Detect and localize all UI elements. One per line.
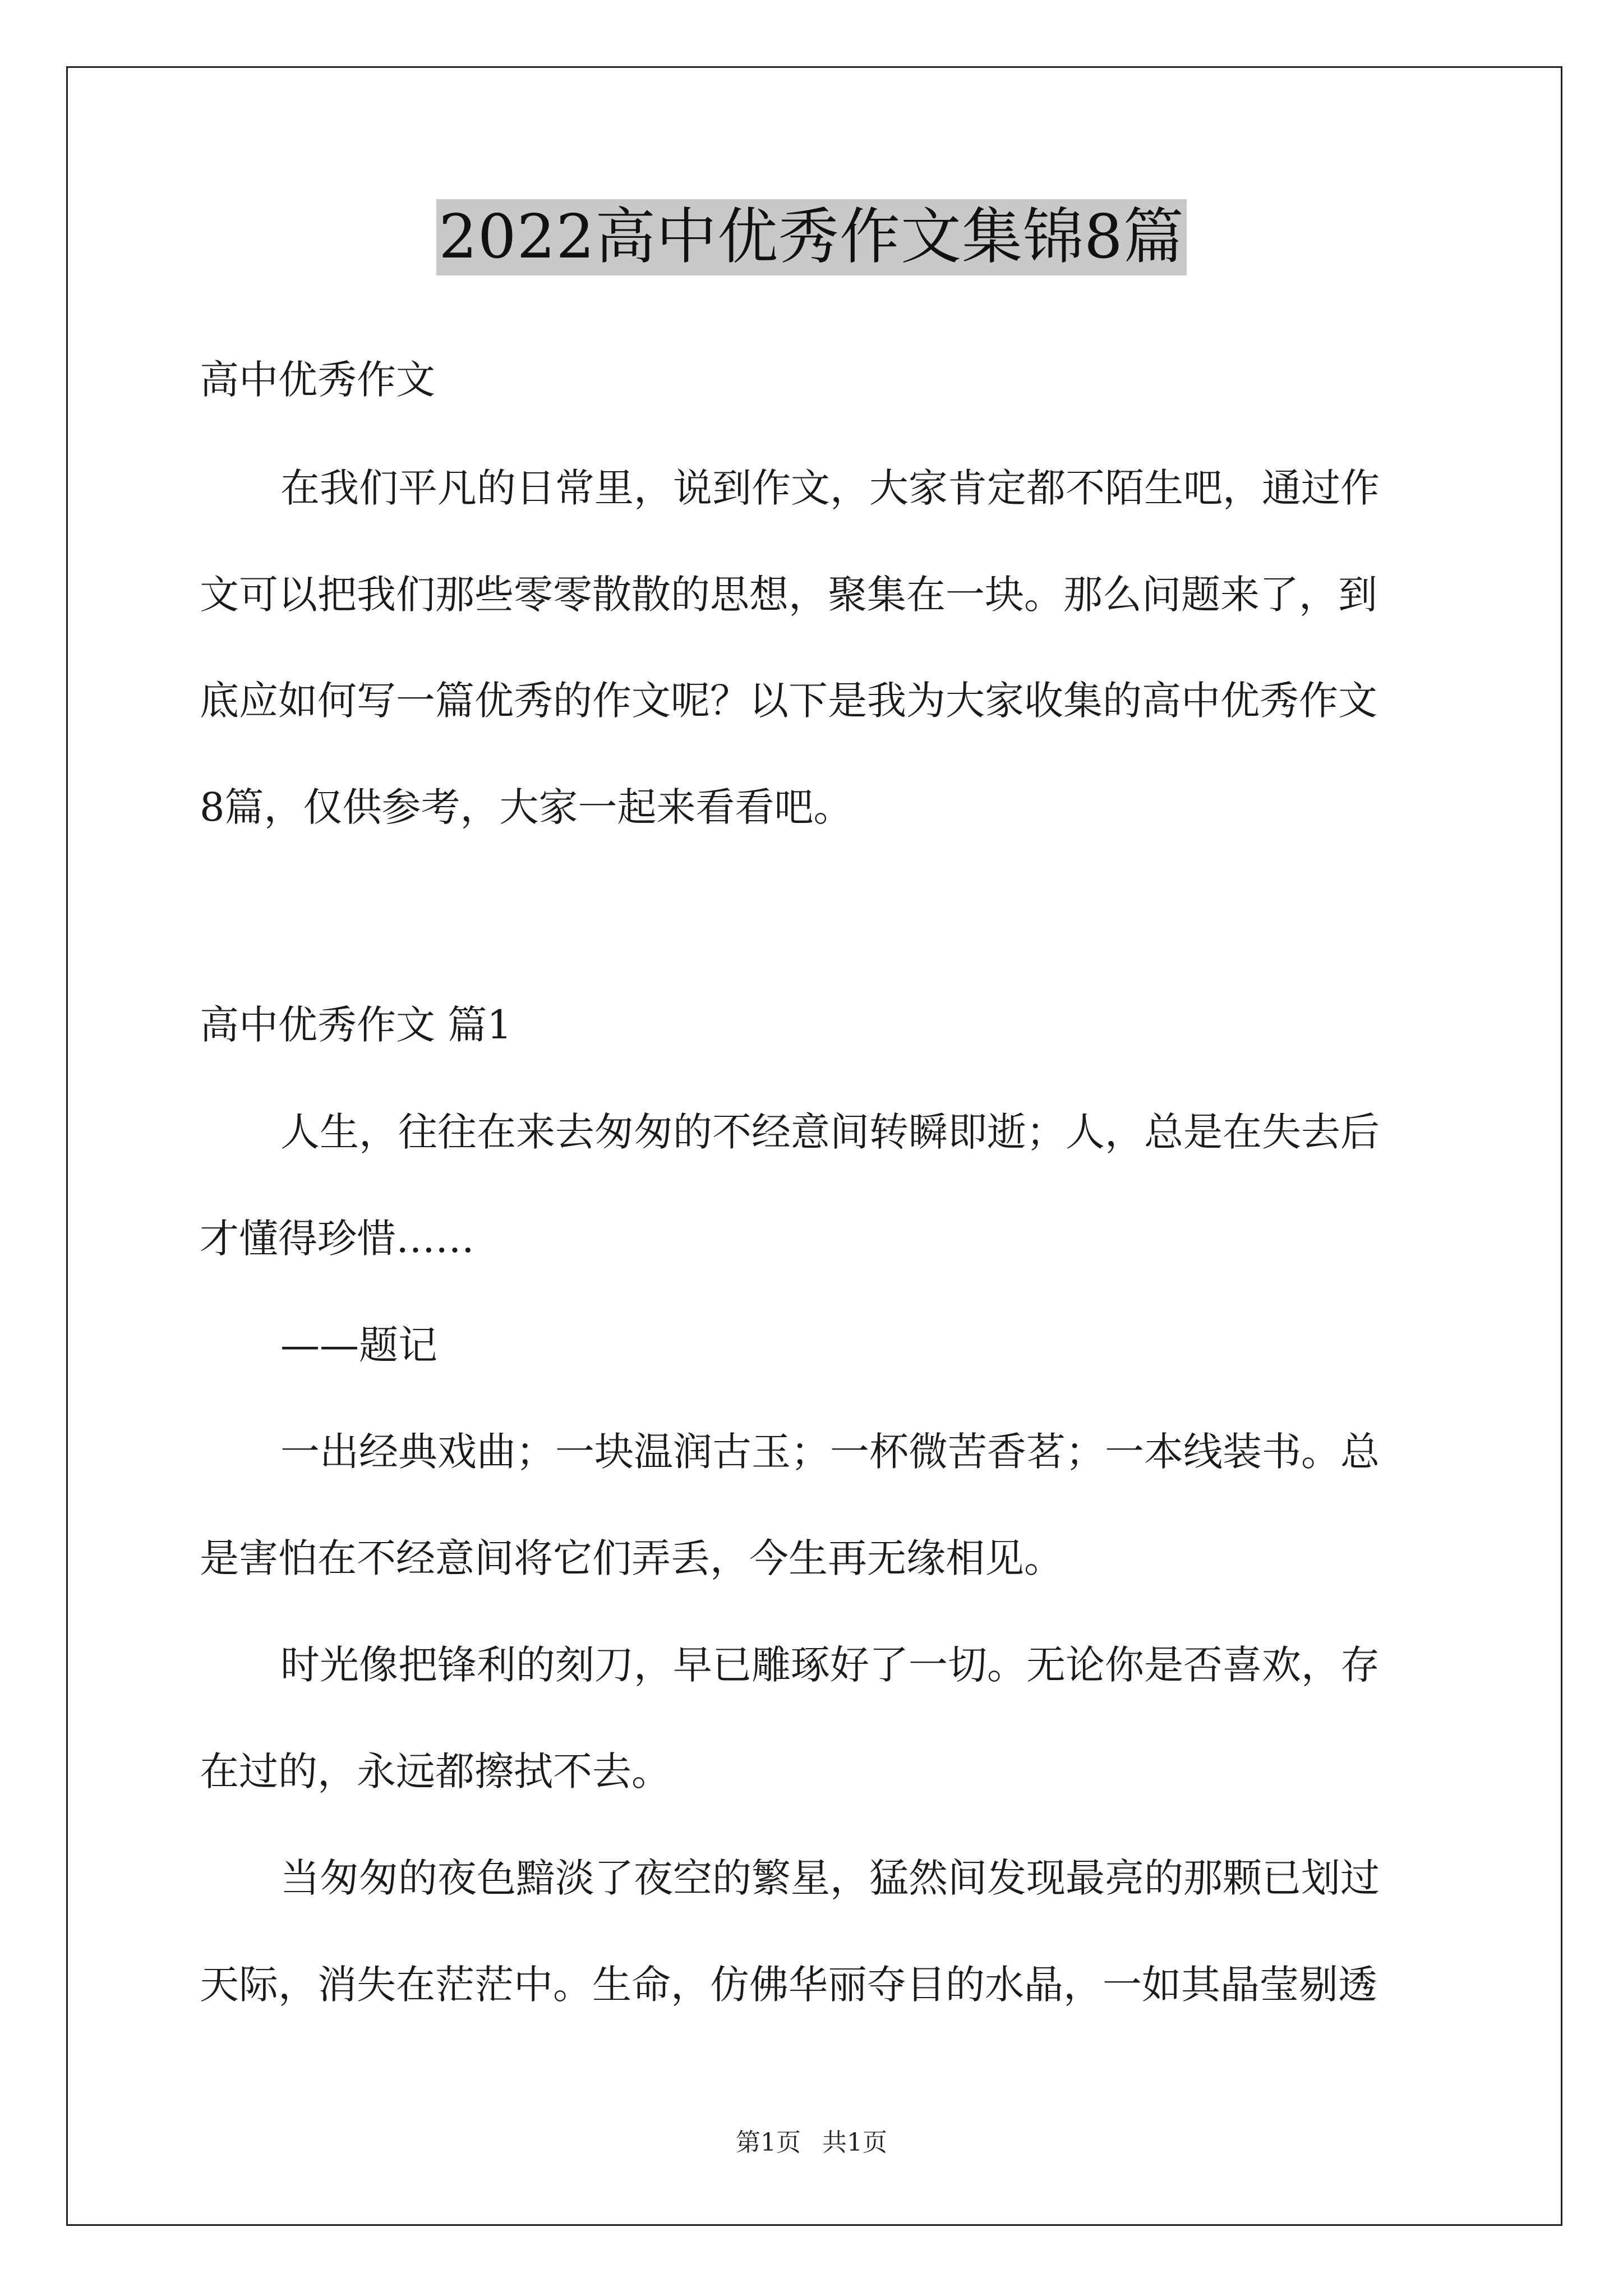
intro-heading: 高中优秀作文 xyxy=(200,357,435,403)
intro-paragraph-line: 8篇，仅供参考，大家一起来看看吧。 xyxy=(200,784,853,830)
intro-paragraph-line: 在我们平凡的日常里，说到作文，大家肯定都不陌生吧，通过作 xyxy=(280,465,1380,511)
title-container xyxy=(0,199,1623,275)
section-paragraph-line: 才懂得珍惜…… xyxy=(200,1216,474,1262)
page-number: 第1页 xyxy=(736,2128,801,2157)
section-paragraph-line: 一出经典戏曲；一块温润古玉；一杯微苦香茗；一本线装书。总 xyxy=(280,1429,1380,1475)
intro-paragraph-line: 文可以把我们那些零零散散的思想，聚集在一块。那么问题来了，到 xyxy=(200,572,1377,618)
section-paragraph-line: 时光像把锋利的刻刀，早已雕琢好了一切。无论你是否喜欢，存 xyxy=(280,1642,1380,1688)
section-paragraph-line: 是害怕在不经意间将它们弄丢，今生再无缘相见。 xyxy=(200,1535,1063,1581)
document-title: 2022高中优秀作文集锦8篇 xyxy=(436,199,1187,275)
section-paragraph-line: 在过的，永远都擦拭不去。 xyxy=(200,1749,671,1795)
page-total: 共1页 xyxy=(822,2128,887,2157)
page-footer xyxy=(0,2126,1623,2160)
section-paragraph-line: 当匆匆的夜色黯淡了夜空的繁星，猛然间发现最亮的那颗已划过 xyxy=(280,1855,1380,1901)
section-heading: 高中优秀作文 篇1 xyxy=(200,1002,512,1048)
intro-paragraph-line: 底应如何写一篇优秀的作文呢？以下是我为大家收集的高中优秀作文 xyxy=(200,678,1377,724)
section-paragraph-line: 人生，往往在来去匆匆的不经意间转瞬即逝；人，总是在失去后 xyxy=(280,1109,1380,1155)
epigraph-attribution: ——题记 xyxy=(280,1322,437,1368)
section-paragraph-line: 天际，消失在茫茫中。生命，仿佛华丽夺目的水晶，一如其晶莹剔透 xyxy=(200,1962,1377,2008)
